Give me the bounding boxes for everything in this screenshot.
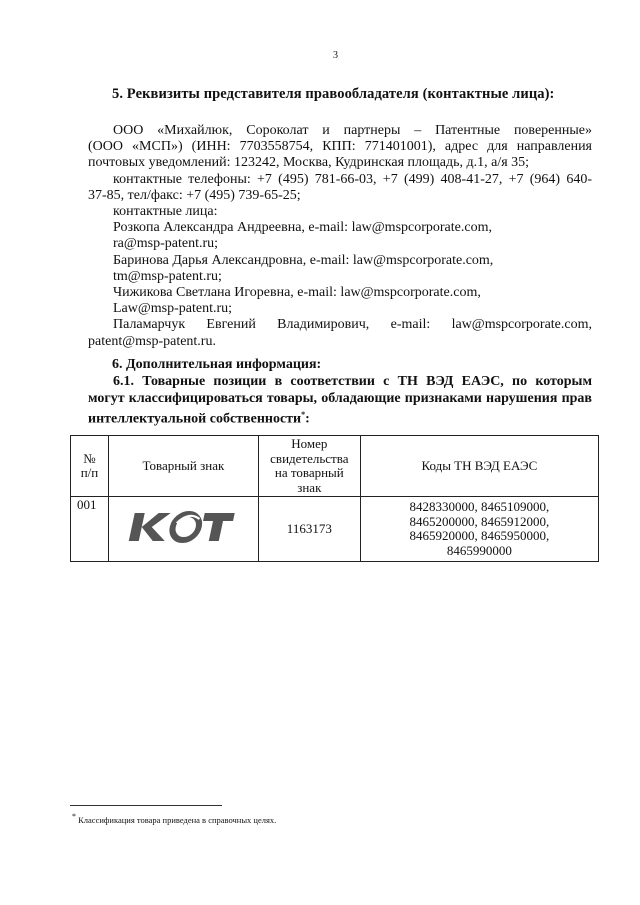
contact-email: Law@msp-patent.ru; bbox=[113, 301, 233, 317]
contact-person: Паламарчук Евгений Владимирович, e-mail: law@mspcorporate.com, bbox=[113, 317, 592, 333]
row-codes-text: 8428330000, 8465109000, 8465200000, 8465912000, 8465920000, 8465950000, 8465990000 bbox=[409, 499, 550, 558]
header-num bbox=[71, 436, 109, 497]
row-cert: 1163173 bbox=[258, 497, 360, 562]
header-trademark bbox=[108, 436, 258, 497]
table-header-row bbox=[71, 436, 599, 497]
row-num: 001 bbox=[71, 497, 109, 562]
section5-heading: 5. Реквизиты представителя правообладателя (контактные лица): bbox=[112, 86, 555, 102]
header-trademark-text: Товарный знак bbox=[142, 457, 225, 473]
header-codes bbox=[360, 436, 598, 497]
section6-1-heading bbox=[88, 374, 592, 428]
footnote-marker: * bbox=[301, 410, 306, 419]
section6-1-line: 6.1. Товарные позиции в соответствии с ТН ВЭД ЕАЭС, по которым bbox=[113, 374, 592, 389]
contact-email: tm@msp-patent.ru; bbox=[113, 268, 222, 284]
table-row bbox=[71, 497, 599, 562]
phones-line: 37-85, тел/факс: +7 (495) 739-65-25; bbox=[88, 187, 301, 203]
section6-1-line bbox=[88, 407, 592, 428]
representative-contacts bbox=[88, 123, 592, 350]
footnote-mark: * bbox=[72, 812, 76, 821]
header-cert-text: Номер свидетельства на товарный знак bbox=[270, 436, 349, 495]
footnote-text: Классификация товара приведена в справочных целях. bbox=[78, 814, 277, 825]
contact-person: Баринова Дарья Александровна, e-mail: law@mspcorporate.com, bbox=[113, 252, 494, 268]
contacts-label: контактные лица: bbox=[113, 204, 218, 220]
page-number: 3 bbox=[333, 50, 338, 61]
header-codes-text: Коды ТН ВЭД ЕАЭС bbox=[421, 457, 538, 473]
trademark-logo-cell bbox=[108, 497, 258, 562]
contact-person: Розкопа Александра Андреевна, e-mail: law@mspcorporate.com, bbox=[113, 220, 492, 236]
contact-email: patent@msp-patent.ru. bbox=[88, 333, 216, 349]
section6-heading: 6. Дополнительная информация: bbox=[112, 357, 322, 372]
contact-person: Чижикова Светлана Игоревна, e-mail: law@mspcorporate.com, bbox=[113, 285, 481, 301]
header-cert bbox=[258, 436, 360, 497]
contact-email: ra@msp-patent.ru; bbox=[113, 236, 219, 252]
org-line: (ООО «МСП») (ИНН: 7703558754, КПП: 771401001), адрес для направления bbox=[88, 139, 592, 155]
footnote bbox=[72, 812, 276, 825]
kot-logo bbox=[118, 507, 248, 547]
header-num-text: № п/п bbox=[80, 450, 99, 480]
footnote-separator bbox=[70, 805, 222, 806]
section6-1-colon: : bbox=[305, 411, 310, 427]
org-line: почтовых уведомлений: 123242, Москва, Кудринская площадь, д.1, а/я 35; bbox=[88, 155, 530, 171]
phones-line: контактные телефоны: +7 (495) 781-66-03, +7 (499) 408-41-27, +7 (964) 640- bbox=[113, 171, 592, 187]
section6-1-line-text: интеллектуальной собственности bbox=[88, 411, 302, 427]
section6-1-line: могут классифицироваться товары, обладающие признаками нарушения прав bbox=[88, 390, 592, 406]
trademark-table bbox=[70, 435, 599, 562]
org-line: ООО «Михайлюк, Сороколат и партнеры – Патентные поверенные» bbox=[113, 123, 592, 138]
row-codes bbox=[360, 497, 598, 562]
